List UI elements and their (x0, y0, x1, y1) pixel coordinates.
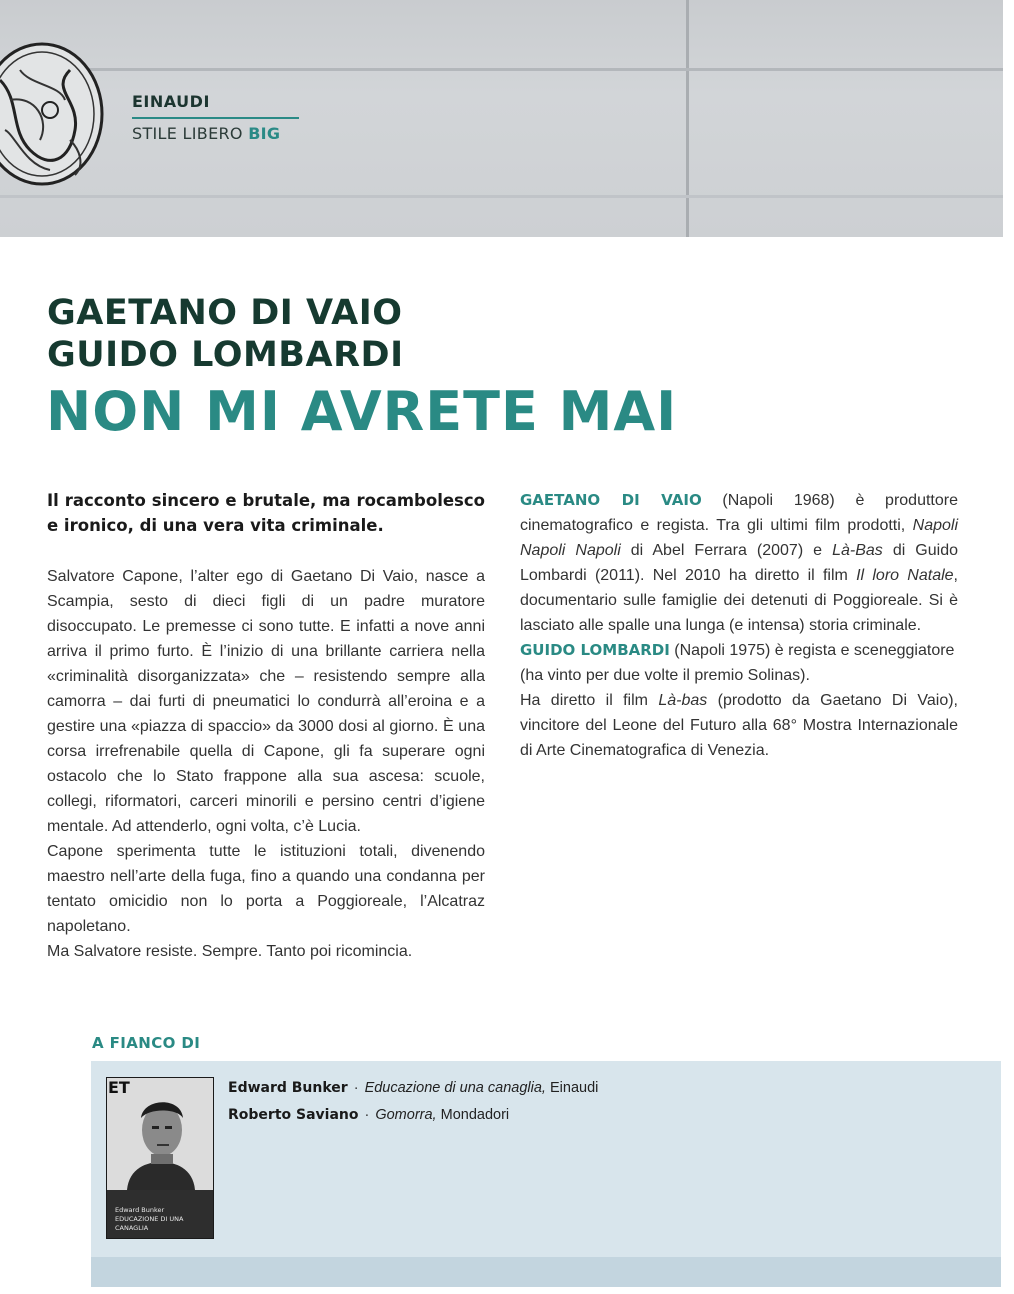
cover-author: Edward Bunker (115, 1206, 165, 1214)
list-item (228, 1075, 598, 1102)
series-prefix: STILE LIBERO (132, 124, 249, 143)
lead-text: Il racconto sincero e brutale, ma rocambolesco e ironico, di una vera vita criminale. (47, 491, 485, 535)
tile-line (686, 0, 689, 237)
author-name: GAETANO DI VAIO (47, 293, 403, 333)
publisher-seal-icon (0, 40, 115, 188)
cover-text (115, 1206, 211, 1233)
synopsis-paragraph: Capone sperimenta tutte le istituzioni totali, divenendo maestro nell’arte della fuga, fino a quando una condanna per tentato omicidio non lo porta a Poggioreale, l’Alcatraz napoletano. (47, 843, 485, 935)
film-title: Là-bas (658, 692, 708, 709)
publisher-name: EINAUDI (132, 92, 210, 111)
film-title: Napoli Napoli Napoli (520, 517, 958, 559)
synopsis-paragraph: Ma Salvatore resiste. Sempre. Tanto poi ricomincia. (47, 943, 413, 960)
synopsis-paragraph: Salvatore Capone, l’alter ego di Gaetano Di Vaio, nasce a Scampia, sesto di dieci figli di un padre muratore disoccupato. Le premesse ci sono tutte. E infatti a nove anni arriva il primo furto. È l’inizio di una brillante carriera nella «criminalità disorganizzata» che – resistendo sempre alla camorra – dai furti di pneumatici lo condurrà all’eroina e a gestire una «piazza di spaccio» da 3000 dosi al giorno. È una corsa irrefrenabile quella di Capone, gli fa superare ogni ostacolo che lo Stato frappone alla sua ascesa: scuole, collegi, riformatori, carceri minorili e persino centri d’igiene mentale. Ad attenderlo, ogni volta, c’è Lucia. (47, 568, 485, 835)
ref-separator: · (353, 1080, 359, 1096)
cover-title: EDUCAZIONE DI UNA CANAGLIA (115, 1215, 184, 1232)
authors (47, 292, 404, 376)
brand-block (132, 92, 299, 143)
reference-list (228, 1075, 598, 1129)
afianco-label: A FIANCO DI (92, 1034, 201, 1052)
book-cover-image (106, 1077, 214, 1239)
bio-name: GAETANO DI VAIO (520, 491, 702, 509)
ref-title: Gomorra, (375, 1107, 437, 1123)
film-title: Il loro Natale (856, 567, 954, 584)
author-name: GUIDO LOMBARDI (47, 335, 404, 375)
ref-title: Educazione di una canaglia, (364, 1080, 546, 1096)
synopsis-text (47, 564, 485, 964)
ref-author: Edward Bunker (228, 1080, 348, 1096)
bio-di-vaio: GAETANO DI VAIO (Napoli 1968) è produttore cinematografico e regista. Tra gli ultimi film prodotti, Napoli Napoli Napoli di Abel Ferrara (2007) e Là-Bas di Guido Lombardi (2011). Nel 2010 ha diretto il film Il loro Natale, documentario sulle famiglie dei detenuti di Poggioreale. Si è lasciato alle spalle una lunga (e intensa) storia criminale. (520, 491, 958, 634)
series-suffix: BIG (248, 124, 281, 143)
ref-publisher: Einaudi (545, 1080, 599, 1096)
series-name (132, 124, 299, 143)
header-band (0, 0, 1003, 237)
cover-corner-mark: ET (108, 1078, 130, 1097)
bio-lombardi-cont: Ha diretto il film Là-bas (prodotto da Gaetano Di Vaio), vincitore del Leone del Futuro alla 68° Mostra Internazionale di Arte Cinematografica di Venezia. (520, 692, 958, 759)
tile-line (0, 195, 1003, 198)
bio-lombardi: GUIDO LOMBARDI (Napoli 1975) è regista e sceneggiatore (ha vinto per due volte il premio Solinas). (520, 641, 955, 684)
bio-name: GUIDO LOMBARDI (520, 641, 670, 659)
synopsis-column (47, 488, 485, 964)
book-title: NON MI AVRETE MAI (46, 380, 678, 443)
afianco-box-footer (91, 1257, 1001, 1287)
ref-author: Roberto Saviano (228, 1107, 359, 1123)
film-title: Là-Bas (832, 542, 883, 559)
list-item (228, 1102, 598, 1129)
brand-rule (132, 117, 299, 119)
ref-publisher: Mondadori (436, 1107, 510, 1123)
ref-separator: · (364, 1107, 370, 1123)
bio-column (520, 488, 958, 763)
cover-photo (107, 1078, 214, 1190)
tile-line (0, 68, 1003, 71)
